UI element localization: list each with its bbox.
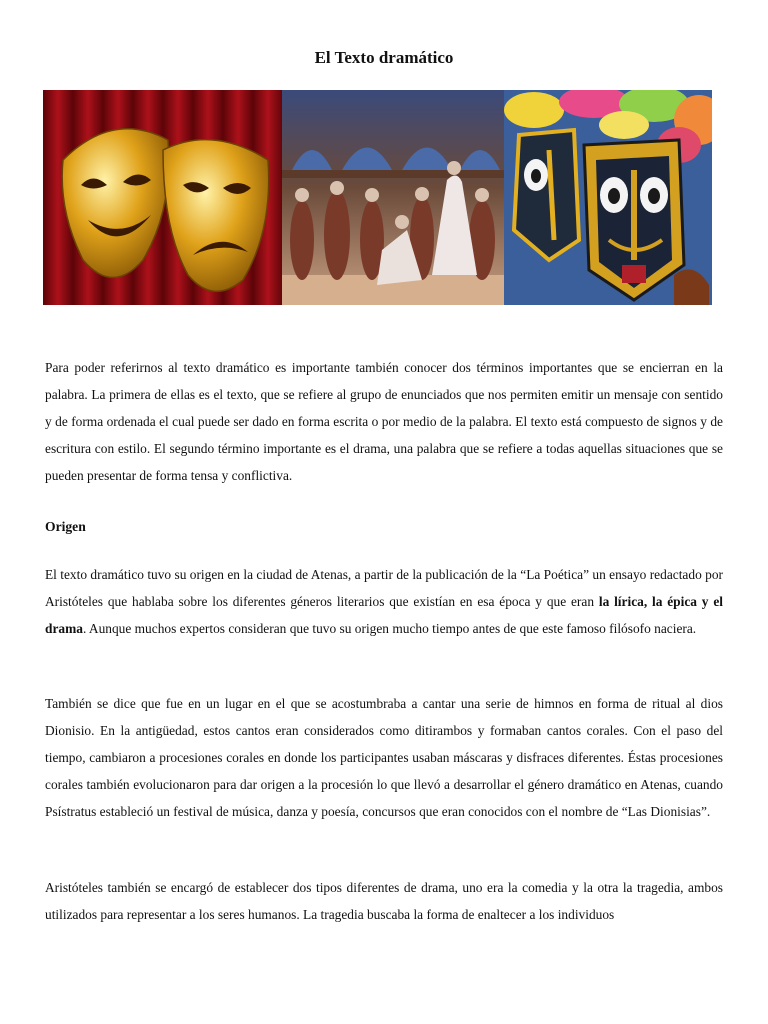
intro-paragraph: Para poder referirnos al texto dramático es importante también conocer dos términos importantes que se encierran en la palabra. La primera de ellas es el texto, que se refiere al grupo de enunciados que nos permiten emitir un mensaje con sentido y de forma ordenada el cual puede ser dado en forma escrita o por medio de la palabra. El texto está compuesto de signos y de escritura con estilo. El segundo término importante es el drama, una palabra que se refiere a todas aquellas situaciones que se pueden presentar de forma tensa y conflictiva.	[45, 360, 723, 483]
origen-heading: Origen	[45, 519, 86, 534]
actors-on-stage-icon	[282, 90, 504, 305]
stage-play-image	[282, 90, 504, 305]
theater-masks-icon	[43, 90, 282, 305]
carnival-masks-image	[504, 90, 712, 305]
origen-paragraph-1	[45, 561, 723, 642]
banner-image-strip	[43, 90, 712, 305]
origen-paragraph-2: También se dice que fue en un lugar en el que se acostumbraba a cantar una serie de himnos en forma de ritual al dios Dionisio. En la antigüedad, estos cantos eran considerados como ditirambos y formaban cantos corales. Con el paso del tiempo, cambiaron a procesiones corales en donde los participantes usaban máscaras y disfraces diferentes. Éstas procesiones corales también evolucionaron para dar origen a la procesión lo que llevó a desarrollar el género dramático en Atenas, cuando Psístratus estableció un festival de música, danza y poesía, concursos que eran conocidos con el nombre de “Las Dionisias”.	[45, 696, 723, 819]
origen-1-bold-genres: la lírica, la épica y el drama	[45, 594, 723, 636]
colorful-masks-icon	[504, 90, 712, 305]
origen-1-text-b: . Aunque muchos expertos consideran que tuvo su origen mucho tiempo antes de que este famoso filósofo naciera.	[82, 621, 697, 636]
origen-1-text-a: El texto dramático tuvo su origen en la ciudad de Atenas, a partir de la publicación de la “La Poética” un ensayo redactado por Aristóteles que hablaba sobre los diferentes géneros literarios que existían en esa época y que eran	[45, 567, 723, 609]
origen-paragraph-3: Aristóteles también se encargó de establecer dos tipos diferentes de drama, uno era la comedia y la otra la tragedia, ambos utilizados para representar a los seres humanos. La tragedia buscaba la forma de enaltecer a los individuos	[45, 880, 723, 922]
theater-masks-image	[43, 90, 282, 305]
document-title: El Texto dramático	[314, 48, 454, 67]
